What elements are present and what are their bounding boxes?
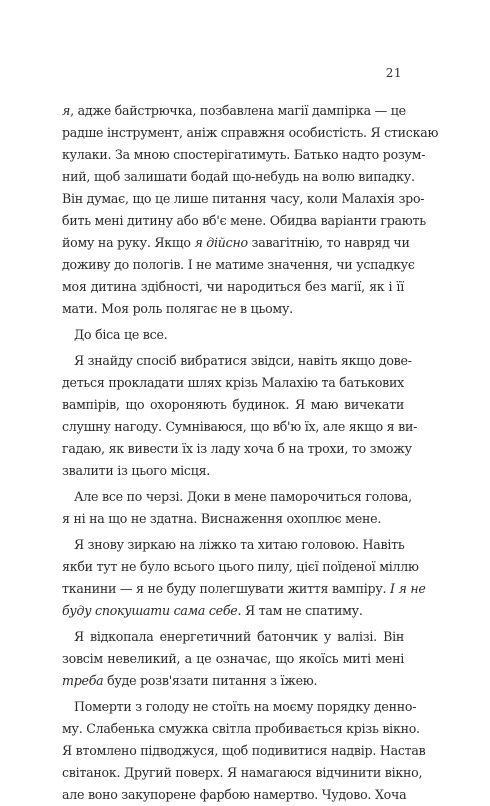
text-line — [62, 648, 404, 670]
text-segment: бить мені дитину або вб'є мене. Обидва варіанти грають — [62, 213, 426, 228]
text-segment: Я знайду спосіб вибратися звідси, навіть якщо дове- — [74, 353, 412, 368]
text-line — [62, 372, 404, 394]
text-line — [62, 394, 404, 416]
text-line — [62, 188, 425, 210]
text-segment: деться прокладати шлях крізь Малахію та батькових — [62, 375, 404, 390]
text-line — [62, 210, 426, 232]
text-segment: доживу до пологів. І не матиме значення, чи успадкує — [62, 257, 415, 272]
text-line — [62, 324, 404, 346]
text-line — [62, 416, 418, 438]
text-segment: йому на руку. Якщо — [62, 235, 195, 250]
text-line — [62, 600, 404, 622]
text-line — [62, 460, 404, 482]
text-segment: моя дитина здібності, чи народиться без магії, як і її — [62, 279, 404, 294]
text-segment: мати. Моя роль полягає не в цьому. — [62, 301, 293, 316]
text-line — [62, 762, 423, 784]
italic-text: буду спокушати сама себе — [62, 603, 238, 618]
text-segment: Я знову зиркаю на ліжко та хитаю головою. Навіть — [74, 537, 405, 552]
text-segment: слушну нагоду. Сумніваюся, що вб'ю їх, але якщо я ви- — [62, 419, 418, 434]
text-line — [62, 556, 419, 578]
text-line — [62, 626, 404, 648]
text-segment: світанок. Другий поверх. Я намагаюся відчинити вікно, — [62, 765, 423, 780]
text-segment: зовсім невеликий, а це означає, що якоїсь миті мені — [62, 651, 404, 666]
text-segment: Я втомлено підводжуся, щоб подивитися надвір. Настав — [62, 743, 426, 758]
text-line — [62, 144, 426, 166]
italic-text: я дійсно — [194, 235, 248, 250]
text-line — [62, 232, 410, 254]
text-line — [62, 486, 412, 508]
text-line — [62, 534, 404, 556]
page-number: 21 — [385, 66, 402, 80]
text-segment: вампірів, що охороняють будинок. Я маю вичекати — [62, 397, 404, 412]
text-segment: завагітнію, то навряд чи — [247, 235, 410, 250]
italic-text: І я не — [390, 581, 426, 596]
text-line — [62, 350, 412, 372]
text-line — [62, 298, 404, 320]
text-segment: але воно закупорене фарбою намертво. Чудово. Хоча — [62, 787, 407, 802]
text-segment: Але все по черзі. Доки в мене паморочиться голова, — [74, 489, 412, 504]
text-segment: я ні на що не здатна. Виснаження охоплює мене. — [62, 511, 382, 526]
text-line — [62, 100, 404, 122]
text-segment: Я відкопала енергетичний батончик у валізі. Він — [74, 629, 404, 644]
text-segment: Він думає, що це лише питання часу, коли Малахія зро- — [62, 191, 425, 206]
text-segment: кулаки. За мною спостерігатимуть. Батько надто розум- — [62, 147, 426, 162]
text-line — [62, 696, 417, 718]
italic-text: треба — [62, 673, 104, 688]
body-text — [62, 100, 439, 806]
text-segment: радше інструмент, аніж справжня особистість. Я стискаю — [62, 125, 439, 140]
text-segment: , адже байстрючка, позбавлена магії дампірка — це — [70, 103, 406, 118]
text-line — [62, 508, 404, 530]
text-segment: До біса це все. — [74, 327, 168, 342]
text-segment: ний, щоб залишати бодай що-небудь на волю випадку. — [62, 169, 415, 184]
text-line — [62, 254, 415, 276]
text-segment: гадаю, як вивести їх із ладу хоча б на трохи, то зможу — [62, 441, 412, 456]
text-line — [62, 784, 407, 806]
text-segment: звалити із цього місця. — [62, 463, 211, 478]
text-line — [62, 670, 404, 692]
text-line — [62, 276, 404, 298]
text-line — [62, 122, 439, 144]
italic-text: я — [62, 103, 71, 118]
text-segment: му. Слабенька смужка світла пробивається крізь вікно. — [62, 721, 420, 736]
text-segment: Померти з голоду не стоїть на моєму порядку денно- — [74, 699, 417, 714]
text-line — [62, 740, 426, 762]
text-line — [62, 718, 420, 740]
text-segment: буде розв'язати питання з їжею. — [103, 673, 318, 688]
text-line — [62, 578, 426, 600]
text-line — [62, 438, 412, 460]
text-segment: якби тут не було всього цього пилу, цієї поїденої міллю — [62, 559, 419, 574]
text-segment: тканини — я не буду полегшувати життя вампіру. — [62, 581, 390, 596]
text-segment: . Я там не спатиму. — [237, 603, 363, 618]
text-line — [62, 166, 415, 188]
